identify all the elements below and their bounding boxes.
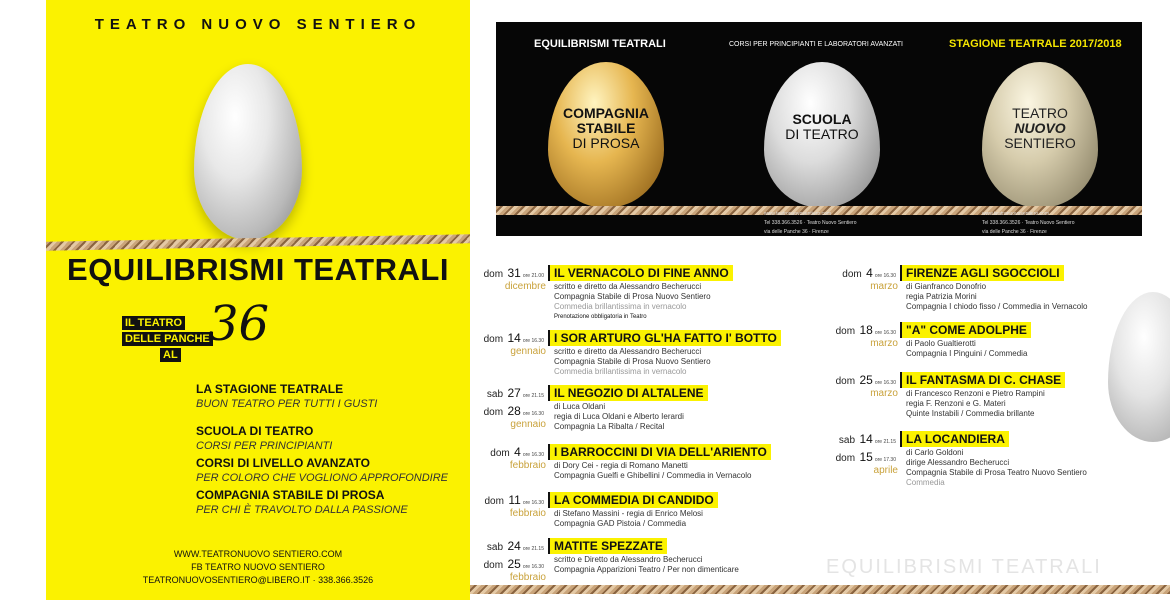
event-day: dom <box>835 453 856 464</box>
egg-label-line: SCUOLA <box>792 111 852 127</box>
event-day-number: 11 <box>508 493 521 507</box>
watermark: EQUILIBRISMI TEATRALI <box>826 556 1102 578</box>
egg-label-line: COMPAGNIA <box>562 105 650 121</box>
schedule-event <box>835 321 1031 359</box>
event-title: I BARROCCINI DI VIA DELL'ARIENTO <box>548 444 771 460</box>
panche-number: 36 <box>208 296 270 352</box>
egg-teatro <box>982 62 1098 208</box>
event-day: dom <box>842 269 862 280</box>
event-day: dom <box>483 560 504 571</box>
event-date <box>484 264 546 292</box>
event-day: dom <box>483 407 504 418</box>
event-detail: scritto e diretto da Alessandro Becherucci <box>554 282 702 291</box>
egg-scuola <box>764 62 880 208</box>
email-phone[interactable]: TEATRONUOVOSENTIERO@LIBERO.IT · 338.366.3526 <box>142 575 374 585</box>
event-day: sab <box>838 435 856 446</box>
event-time: ore 16.30 <box>522 564 544 570</box>
event-title: FIRENZE AGLI SGOCCIOLI <box>900 265 1064 281</box>
event-detail: di Gianfranco Donofrio <box>906 282 987 291</box>
egg-label-line: SENTIERO <box>1004 135 1076 151</box>
event-date-row <box>836 321 898 339</box>
event-date-row <box>484 537 546 555</box>
banner-address <box>982 210 1074 236</box>
event-title: IL VERNACOLO DI FINE ANNO <box>548 265 733 281</box>
poster-item-sub: PER CHI È TRAVOLTO DALLA PASSIONE <box>196 504 408 516</box>
event-day: dom <box>835 326 856 337</box>
event-time: ore 21.00 <box>522 273 544 279</box>
event-date-row <box>484 555 546 573</box>
event-day: sab <box>486 542 504 553</box>
event-detail: Commedia <box>906 478 945 487</box>
poster-item <box>196 456 456 485</box>
event-time: ore 16.30 <box>874 273 896 279</box>
poster <box>46 0 470 600</box>
event-month: febbraio <box>509 508 546 519</box>
event-day-number: 15 <box>859 450 873 464</box>
event-detail: Compagnia I Pinguini / Commedia <box>906 349 1028 358</box>
schedule-event <box>835 371 1065 419</box>
banner <box>496 22 1142 236</box>
event-month: gennaio <box>510 346 546 357</box>
egg-scuola-label <box>764 112 880 142</box>
event-date-row <box>484 384 546 402</box>
panche-line-1: IL TEATRO <box>122 316 185 330</box>
poster-item <box>196 382 456 411</box>
event-day: sab <box>486 389 504 400</box>
event-detail: Prenotazione obbligatoria in Teatro <box>554 314 647 320</box>
event-day: dom <box>483 334 504 345</box>
theatre-name: TEATRO NUOVO SENTIERO <box>94 16 422 33</box>
event-detail: regia di Luca Oldani e Alberto Ierardi <box>554 412 684 421</box>
event-time: ore 17.30 <box>874 457 896 463</box>
event-time: ore 21.15 <box>874 439 896 445</box>
event-title: "A" COME ADOLPHE <box>900 322 1031 338</box>
event-month: marzo <box>870 281 898 292</box>
event-day: dom <box>490 448 510 459</box>
event-date <box>490 443 546 471</box>
event-day-number: 25 <box>859 373 873 387</box>
poster-item <box>196 424 456 453</box>
poster-item-head: SCUOLA DI TEATRO <box>196 424 314 438</box>
event-month: aprile <box>873 465 898 476</box>
event-day-number: 4 <box>866 266 873 280</box>
banner-title: EQUILIBRISMI TEATRALI <box>534 38 666 50</box>
event-detail: Compagnia I chiodo fisso / Commedia in Vernacolo <box>906 302 1088 311</box>
schedule-event <box>484 491 718 529</box>
egg-image <box>1108 292 1170 442</box>
event-detail: Compagnia Guelfi e Ghibellini / Commedia in Vernacolo <box>554 471 752 480</box>
banner-courses: CORSI PER PRINCIPIANTI E LABORATORI AVANZATI <box>729 41 903 48</box>
event-day-number: 25 <box>507 557 521 571</box>
event-day: dom <box>484 496 504 507</box>
banner-web[interactable]: www.teatronuovosentiero.com <box>982 211 1049 217</box>
event-date-row <box>484 402 546 420</box>
event-day-number: 14 <box>507 331 521 345</box>
event-date <box>484 329 546 357</box>
event-title: IL FANTASMA DI C. CHASE <box>900 372 1065 388</box>
event-date <box>484 491 546 519</box>
egg-label-line: DI PROSA <box>572 135 640 151</box>
event-date <box>836 371 898 399</box>
poster-item-head: CORSI DI LIVELLO AVANZATO <box>196 456 370 470</box>
event-detail: di Dory Cei - regia di Romano Manetti <box>554 461 688 470</box>
egg-label-line: STABILE <box>576 120 636 136</box>
event-date-row <box>842 264 898 282</box>
event-month: dicembre <box>504 281 546 292</box>
event-detail: Quinte Instabili / Commedia brillante <box>906 409 1035 418</box>
event-day-number: 24 <box>507 539 521 553</box>
banner-street: via delle Panche 36 · Firenze <box>764 229 829 235</box>
event-date <box>836 321 898 349</box>
egg-label-line: TEATRO <box>1012 105 1068 121</box>
banner-season: STAGIONE TEATRALE 2017/2018 <box>949 38 1122 50</box>
event-day-number: 31 <box>507 266 521 280</box>
event-detail: Compagnia Stabile di Prosa Teatro Nuovo Sentiero <box>906 468 1087 477</box>
poster-contacts <box>46 548 470 587</box>
event-day-number: 14 <box>859 432 873 446</box>
event-day-number: 28 <box>507 404 521 418</box>
poster-item-sub: PER COLORO CHE VOGLIONO APPROFONDIRE <box>196 472 449 484</box>
schedule-event <box>483 329 781 377</box>
event-title: IL NEGOZIO DI ALTALENE <box>548 385 708 401</box>
event-detail: di Francesco Renzoni e Pietro Rampini <box>906 389 1045 398</box>
event-date-row <box>836 448 898 466</box>
banner-street: via delle Panche 36 · Firenze <box>982 229 1047 235</box>
event-detail: regia F. Renzoni e G. Materi <box>906 399 1006 408</box>
event-detail: Commedia brillantissima in vernacolo <box>554 302 687 311</box>
event-date-row <box>484 264 546 282</box>
event-detail: scritto e Diretto da Alessandro Becherucci <box>554 555 703 564</box>
event-date <box>836 430 898 476</box>
poster-item-sub: BUON TEATRO PER TUTTI I GUSTI <box>196 398 378 410</box>
event-day-number: 18 <box>859 323 873 337</box>
event-detail: Compagnia Stabile di Prosa Nuovo Sentiero <box>554 292 711 301</box>
event-date-row <box>490 443 546 461</box>
event-title: LA LOCANDIERA <box>900 431 1009 447</box>
event-detail: Compagnia La Ribalta / Recital <box>554 422 665 431</box>
poster-title: EQUILIBRISMI TEATRALI <box>67 252 449 287</box>
schedule-event <box>490 443 771 481</box>
schedule-event <box>483 384 708 432</box>
schedule-event <box>483 264 733 322</box>
event-detail: Compagnia Apparizioni Teatro / Per non dimenticare <box>554 565 739 574</box>
poster-item-sub: CORSI PER PRINCIPIANTI <box>196 440 333 452</box>
event-month: marzo <box>870 388 898 399</box>
event-date-row <box>836 371 898 389</box>
event-month: gennaio <box>510 419 546 430</box>
facebook-link[interactable]: FB TEATRO NUOVO SENTIERO <box>191 562 325 572</box>
event-day: dom <box>483 269 504 280</box>
event-detail: di Carlo Goldoni <box>906 448 964 457</box>
banner-phone: Tel 338.366.3526 · Teatro Nuovo Sentiero <box>764 220 857 226</box>
event-detail: di Luca Oldani <box>554 402 606 411</box>
event-day: dom <box>835 376 856 387</box>
website-link[interactable]: WWW.TEATRONUOVO SENTIERO.COM <box>173 549 343 559</box>
event-detail: Compagnia Stabile di Prosa Nuovo Sentiero <box>554 357 711 366</box>
egg-label-line: DI TEATRO <box>785 126 859 142</box>
schedule-event <box>842 264 1088 312</box>
event-detail: Commedia brillantissima in vernacolo <box>554 367 687 376</box>
schedule-event <box>483 537 739 583</box>
poster-item <box>196 488 456 517</box>
panche-line-2: DELLE PANCHE <box>122 332 213 346</box>
rope <box>470 585 1170 594</box>
event-time: ore 16.30 <box>522 452 544 458</box>
event-date-row <box>484 329 546 347</box>
event-time: ore 21.15 <box>522 393 544 399</box>
egg-image <box>194 64 302 240</box>
event-detail: regia Patrizia Morini <box>906 292 977 301</box>
event-detail: dirige Alessandro Becherucci <box>906 458 1010 467</box>
event-month: febbraio <box>509 460 546 471</box>
event-day-number: 27 <box>507 386 521 400</box>
banner-address <box>764 210 856 236</box>
event-detail: scritto e diretto da Alessandro Becherucci <box>554 347 702 356</box>
event-date-row <box>484 491 546 509</box>
panche-line-3: AL <box>160 348 181 362</box>
egg-label-line: NUOVO <box>1014 120 1066 136</box>
event-title: I SOR ARTURO GL'HA FATTO I' BOTTO <box>548 330 781 346</box>
event-detail: Compagnia GAD Pistoia / Commedia <box>554 519 687 528</box>
event-time: ore 21.15 <box>522 546 544 552</box>
egg-teatro-label <box>982 106 1098 151</box>
event-time: ore 16.30 <box>522 338 544 344</box>
event-date <box>484 537 546 583</box>
banner-web[interactable]: www.teatronuovosentiero.com <box>764 211 831 217</box>
event-date-row <box>836 430 898 448</box>
event-title: MATITE SPEZZATE <box>548 538 667 554</box>
event-detail: di Paolo Gualtierotti <box>906 339 976 348</box>
poster-item-head: LA STAGIONE TEATRALE <box>196 382 344 396</box>
event-time: ore 16.30 <box>522 500 544 506</box>
egg-compagnia-label <box>548 106 664 151</box>
event-time: ore 16.30 <box>522 411 544 417</box>
panche-label <box>122 316 210 368</box>
event-time: ore 16.30 <box>874 330 896 336</box>
event-date <box>842 264 898 292</box>
event-date <box>484 384 546 430</box>
egg-compagnia <box>548 62 664 208</box>
event-detail: di Stefano Massini - regia di Enrico Melosi <box>554 509 703 518</box>
schedule-event <box>835 430 1087 488</box>
poster-item-head: COMPAGNIA STABILE DI PROSA <box>196 488 385 502</box>
event-month: febbraio <box>509 572 546 583</box>
banner-phone: Tel 338.366.3526 · Teatro Nuovo Sentiero <box>982 220 1075 226</box>
event-time: ore 16.30 <box>874 380 896 386</box>
event-month: marzo <box>870 338 898 349</box>
event-day-number: 4 <box>514 445 521 459</box>
event-title: LA COMMEDIA DI CANDIDO <box>548 492 718 508</box>
